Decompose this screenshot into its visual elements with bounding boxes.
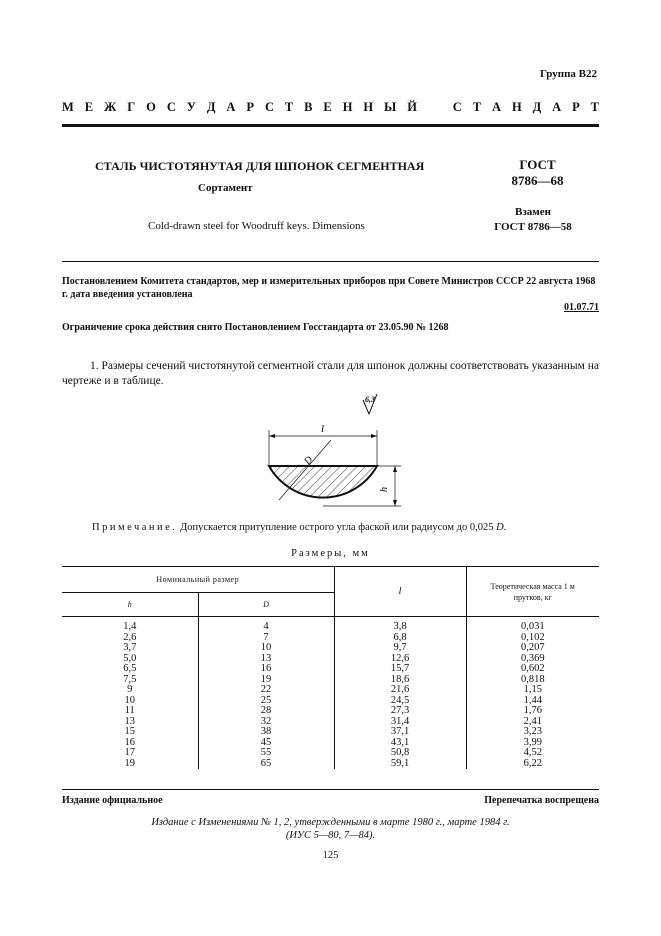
cell-mass: 3,99 bbox=[523, 736, 542, 748]
cell-D: 28 bbox=[198, 706, 334, 717]
cell-l: 31,4 bbox=[334, 717, 466, 728]
official-edition: Издание официальное bbox=[62, 795, 163, 806]
cell-h: 2,6 bbox=[62, 633, 198, 644]
banner-letter: Р bbox=[246, 100, 255, 114]
table-bottom-rule bbox=[62, 789, 599, 790]
table-row bbox=[62, 706, 599, 717]
table-row bbox=[62, 748, 599, 759]
cell-D: 32 bbox=[198, 717, 334, 728]
cell-mass: 0,207 bbox=[520, 642, 545, 653]
cell-l: 50,8 bbox=[334, 748, 466, 759]
banner-letter: С bbox=[264, 100, 274, 114]
cell-l: 9,7 bbox=[334, 643, 466, 654]
dimension-D-label: D bbox=[302, 454, 316, 468]
banner-letter: Д bbox=[206, 100, 216, 114]
paragraph-1: 1. Размеры сечений чистотянутой сегментной стали для шпонок должны соответствовать указанным на чертеже и в таблице. bbox=[62, 360, 599, 387]
note-label: Примечание. bbox=[92, 522, 178, 533]
table-row bbox=[62, 643, 599, 654]
group-code: Группа В22 bbox=[539, 68, 597, 80]
edition-line-2: (ИУС 5—80, 7—84). bbox=[285, 830, 376, 841]
header-nominal-size: Номинальный размер bbox=[62, 567, 334, 593]
roughness-value: 6,3 bbox=[365, 395, 375, 404]
cell-D: 16 bbox=[198, 664, 334, 675]
cell-mass: 0,369 bbox=[520, 652, 545, 664]
cell-mass: 1,44 bbox=[523, 694, 542, 706]
cell-l: 43,1 bbox=[334, 738, 466, 749]
table-row bbox=[62, 685, 599, 696]
dimension-h-label: h bbox=[379, 487, 390, 492]
cell-l: 18,6 bbox=[334, 675, 466, 686]
cell-h: 6,5 bbox=[62, 664, 198, 675]
table-row bbox=[62, 664, 599, 675]
banner-letter: М bbox=[62, 100, 74, 114]
header-D: D bbox=[198, 593, 334, 617]
table-row bbox=[62, 696, 599, 707]
banner-letter: О bbox=[146, 100, 156, 114]
cell-h: 15 bbox=[62, 727, 198, 738]
banner-letter: Н bbox=[363, 100, 374, 114]
banner-letter: Е bbox=[84, 100, 94, 114]
banner-letter: Р bbox=[572, 100, 580, 114]
gost-label: ГОСТ bbox=[519, 157, 556, 172]
cell-mass: 0,031 bbox=[520, 621, 545, 632]
table-row bbox=[62, 633, 599, 644]
document-title: СТАЛЬ ЧИСТОТЯНУТАЯ ДЛЯ ШПОНОК СЕГМЕНТНАЯ bbox=[95, 159, 425, 173]
page-number: 125 bbox=[322, 850, 339, 861]
cell-l: 37,1 bbox=[334, 727, 466, 738]
replaces-number: ГОСТ 8786—58 bbox=[494, 221, 572, 233]
document-subtitle: Сортамент bbox=[198, 182, 253, 194]
cell-D: 19 bbox=[198, 675, 334, 686]
cell-D: 65 bbox=[198, 759, 334, 770]
english-title: Cold-drawn steel for Woodruff keys. Dimensions bbox=[148, 220, 365, 232]
cell-D: 7 bbox=[198, 633, 334, 644]
cell-h: 13 bbox=[62, 717, 198, 728]
header-rule bbox=[62, 124, 599, 127]
table-caption: Размеры, мм bbox=[291, 548, 370, 559]
cell-mass: 3,23 bbox=[523, 726, 542, 737]
cell-D: 25 bbox=[198, 696, 334, 707]
cell-l: 12,6 bbox=[334, 654, 466, 665]
banner-letter: В bbox=[304, 100, 313, 114]
cell-D: 4 bbox=[198, 617, 334, 633]
cell-l: 6,8 bbox=[334, 633, 466, 644]
header-mass: Теоретическая масса 1 м прутков, кг bbox=[490, 581, 575, 602]
banner-letter: Т bbox=[472, 100, 482, 114]
cell-mass: 0,602 bbox=[520, 663, 545, 674]
roughness-mark bbox=[363, 394, 377, 414]
cell-h: 10 bbox=[62, 696, 198, 707]
cell-l: 59,1 bbox=[334, 759, 466, 770]
banner-letter: С bbox=[166, 100, 176, 114]
cell-l: 3,8 bbox=[334, 617, 466, 633]
cell-l: 15,7 bbox=[334, 664, 466, 675]
section-rule bbox=[62, 261, 599, 262]
table-row bbox=[62, 675, 599, 686]
cell-D: 45 bbox=[198, 738, 334, 749]
resolution-text: Постановлением Комитета стандартов, мер и измерительных приборов при Совете Министров СССР 22 августа 1968 г. дата введения установлена bbox=[62, 276, 596, 300]
banner-letter: Г bbox=[127, 100, 136, 114]
banner-letter: Н bbox=[342, 100, 353, 114]
banner-letter: Д bbox=[532, 100, 542, 114]
banner-letter: У bbox=[186, 100, 196, 114]
interstate-standard-banner bbox=[62, 100, 599, 115]
sizes-table bbox=[62, 566, 599, 769]
cell-mass: 0,818 bbox=[520, 673, 545, 685]
reprint-prohibited: Перепечатка воспрещена bbox=[484, 795, 599, 806]
note-end: . bbox=[503, 522, 507, 533]
banner-letter: Ж bbox=[104, 100, 117, 114]
table-row bbox=[62, 759, 599, 770]
note-variable: D bbox=[496, 522, 504, 533]
cell-mass: 2,41 bbox=[523, 715, 542, 727]
banner-letter: С bbox=[452, 100, 462, 114]
banner-letter: Й bbox=[407, 100, 417, 114]
cell-D: 22 bbox=[198, 685, 334, 696]
table-row bbox=[62, 717, 599, 728]
header-h: h bbox=[62, 593, 198, 617]
replaces-label: Взамен bbox=[515, 206, 551, 218]
table-row bbox=[62, 654, 599, 665]
cell-h: 11 bbox=[62, 706, 198, 717]
cell-h: 9 bbox=[62, 685, 198, 696]
cell-h: 3,7 bbox=[62, 643, 198, 654]
cell-mass: 0,102 bbox=[520, 631, 545, 643]
table-row bbox=[62, 727, 599, 738]
note bbox=[92, 522, 506, 533]
cell-l: 21,6 bbox=[334, 685, 466, 696]
effective-date: 01.07.71 bbox=[564, 302, 599, 313]
gost-number: 8786—68 bbox=[511, 173, 564, 188]
banner-letter: А bbox=[552, 100, 562, 114]
banner-letter: Ы bbox=[384, 100, 397, 114]
table-row bbox=[62, 738, 599, 749]
header-l: l bbox=[334, 567, 466, 617]
banner-letter: Н bbox=[511, 100, 522, 114]
table-row bbox=[62, 617, 599, 633]
cell-D: 13 bbox=[198, 654, 334, 665]
banner-letter: Т bbox=[590, 100, 599, 114]
edition-line-1: Издание с Изменениями № 1, 2, утвержденными в марте 1980 г., марте 1984 г. bbox=[151, 817, 510, 828]
note-text: Допускается притупление острого угла фаской или радиусом до 0,025 bbox=[177, 522, 497, 533]
cell-D: 38 bbox=[198, 727, 334, 738]
cell-mass: 1,15 bbox=[523, 684, 542, 695]
cell-D: 10 bbox=[198, 643, 334, 654]
cell-h: 19 bbox=[62, 759, 198, 770]
cell-l: 24,5 bbox=[334, 696, 466, 707]
gost-designation bbox=[490, 157, 585, 189]
banner-letter bbox=[428, 100, 442, 115]
cell-mass: 1,76 bbox=[523, 705, 542, 716]
cell-h: 5,0 bbox=[62, 654, 198, 665]
cell-mass: 4,52 bbox=[523, 747, 542, 758]
dimension-l-label: l bbox=[321, 423, 325, 435]
cell-h: 1,4 bbox=[62, 617, 198, 633]
banner-letter: Е bbox=[323, 100, 332, 114]
limitation-text: Ограничение срока действия снято Постановлением Госстандарта от 23.05.90 № 1268 bbox=[62, 322, 449, 333]
cell-mass: 6,22 bbox=[523, 757, 542, 769]
banner-letter: Т bbox=[284, 100, 294, 114]
banner-letter: А bbox=[226, 100, 236, 114]
cell-h: 7,5 bbox=[62, 675, 198, 686]
cell-D: 55 bbox=[198, 748, 334, 759]
segment-drawing bbox=[255, 390, 415, 520]
cell-l: 27,3 bbox=[334, 706, 466, 717]
edition-note bbox=[0, 816, 661, 842]
cell-h: 17 bbox=[62, 748, 198, 759]
replaces-block bbox=[478, 205, 588, 235]
banner-letter: А bbox=[492, 100, 502, 114]
cell-h: 16 bbox=[62, 738, 198, 749]
